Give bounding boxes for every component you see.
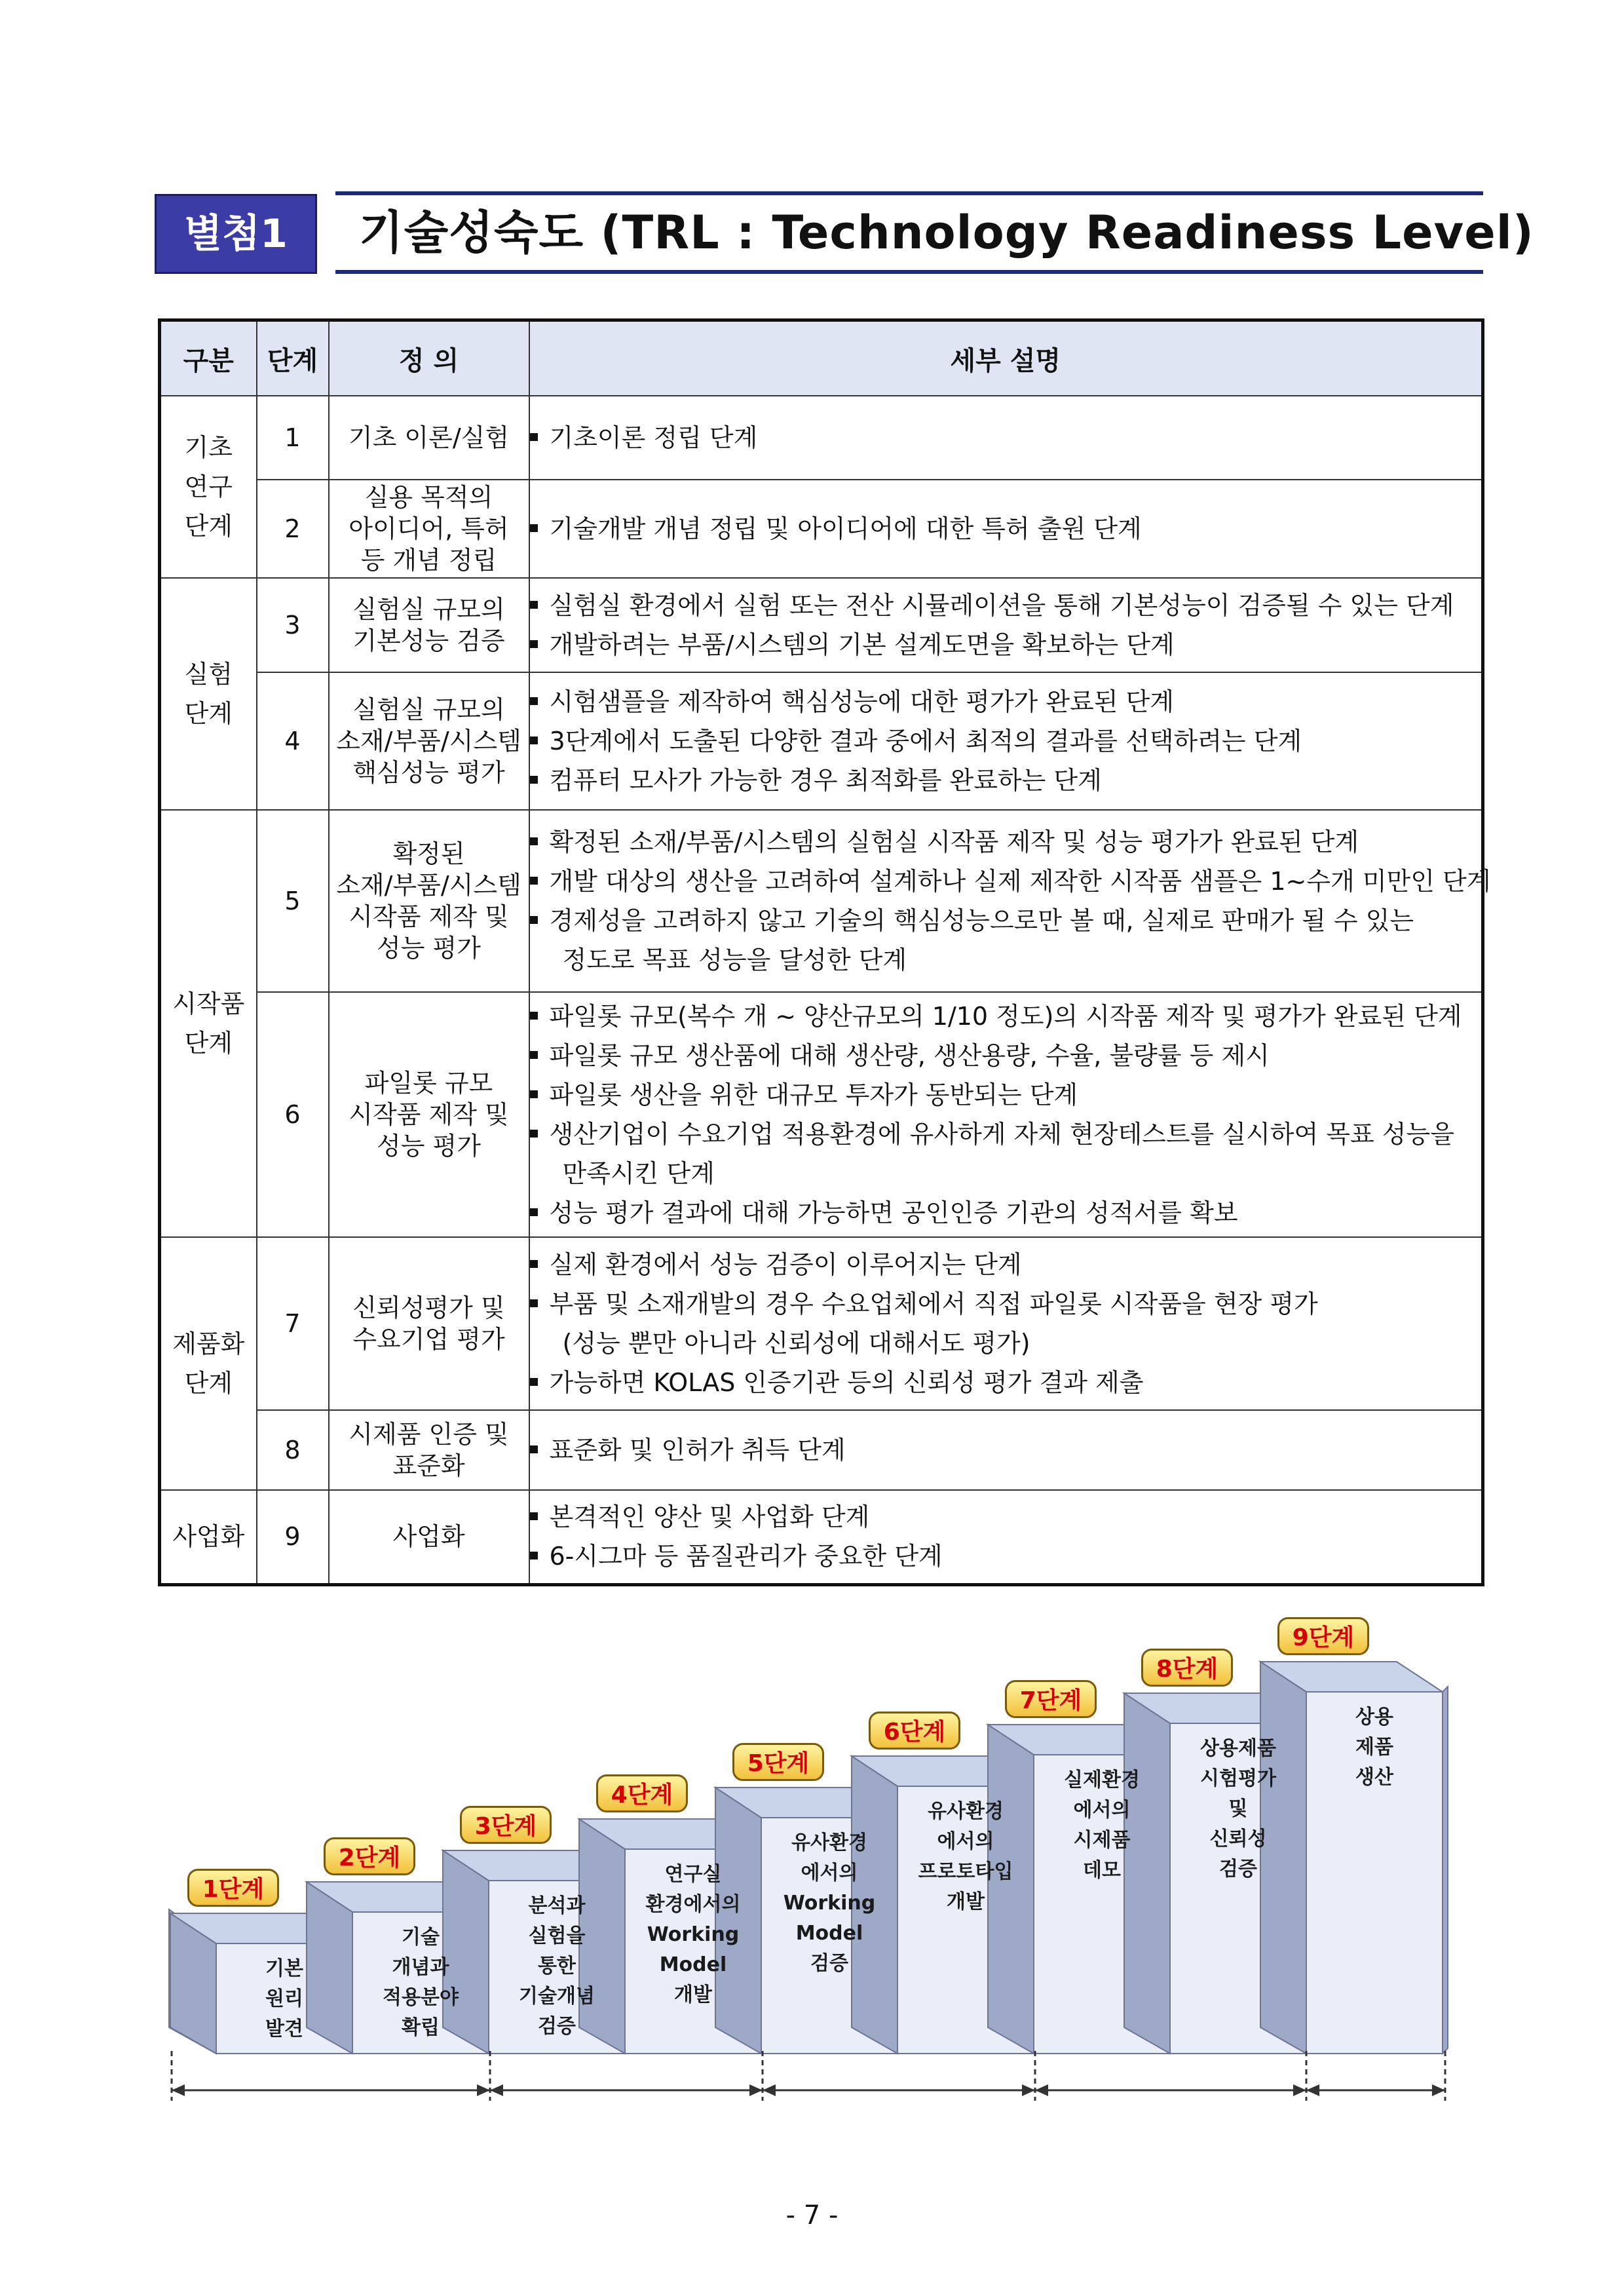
step-description: 상용제품 시험평가 및 신뢰성 검증 bbox=[1200, 1737, 1276, 1881]
detail-text: 정도로 목표 성능을 달성한 단계 bbox=[562, 946, 907, 974]
step-badge: 2단계 bbox=[324, 1837, 415, 1875]
detail-text: 기초이론 정립 단계 bbox=[549, 423, 758, 452]
step-badge: 6단계 bbox=[869, 1712, 960, 1750]
level-cell: 7 bbox=[257, 1237, 329, 1410]
level-cell: 2 bbox=[257, 480, 329, 578]
category-prototype: 시작품 단계 bbox=[160, 810, 257, 1237]
detail-text: 확정된 소재/부품/시스템의 실험실 시작품 제작 및 성능 평가가 완료된 단계 bbox=[549, 828, 1359, 856]
detail-text: 3단계에서 도출된 다양한 결과 중에서 최적의 결과를 선택하려는 단계 bbox=[549, 727, 1302, 756]
definition-cell: 기초 이론/실험 bbox=[329, 396, 529, 480]
header-level: 단계 bbox=[257, 320, 329, 396]
category-experiment: 실험 단계 bbox=[160, 578, 257, 810]
definition-cell: 시제품 인증 및 표준화 bbox=[329, 1410, 529, 1490]
step-badge: 1단계 bbox=[187, 1869, 279, 1907]
step-badge: 9단계 bbox=[1277, 1617, 1369, 1655]
detail-text: 실제 환경에서 성능 검증이 이루어지는 단계 bbox=[549, 1250, 1022, 1279]
step-description: 연구실 환경에서의 Working Model 개발 bbox=[645, 1863, 741, 2006]
step-description: 실제환경 에서의 시제품 데모 bbox=[1064, 1769, 1140, 1882]
step-description: 기술 개념과 적용분야 확립 bbox=[383, 1926, 459, 2039]
detail-text: 만족시킨 단계 bbox=[562, 1159, 715, 1188]
category-commercialization: 사업화 bbox=[160, 1490, 257, 1584]
definition-cell: 신뢰성평가 및 수요기업 평가 bbox=[329, 1237, 529, 1410]
detail-text: 본격적인 양산 및 사업화 단계 bbox=[549, 1502, 870, 1532]
detail-text: 생산기업이 수요기업 적용환경에 유사하게 자체 현장테스트를 실시하여 목표 성능을 bbox=[549, 1120, 1454, 1149]
step-badge: 4단계 bbox=[596, 1774, 688, 1812]
step-badge: 8단계 bbox=[1141, 1649, 1233, 1687]
level-cell: 4 bbox=[257, 672, 329, 810]
detail-text: 파일롯 규모(복수 개 ~ 양산규모의 1/10 정도)의 시작품 제작 및 평가가 완료된 단계 bbox=[549, 1002, 1462, 1031]
header-detail: 세부 설명 bbox=[529, 320, 1483, 396]
dimension-arrow bbox=[749, 2084, 763, 2096]
step-description: 유사환경 에서의 Working Model 검증 bbox=[783, 1831, 876, 1975]
header-category: 구분 bbox=[160, 320, 257, 396]
definition-cell: 실험실 규모의 소재/부품/시스템 핵심성능 평가 bbox=[329, 672, 529, 810]
step-badge: 3단계 bbox=[460, 1806, 552, 1844]
detail-text: 실험실 환경에서 실험 또는 전산 시뮬레이션을 통해 기본성능이 검증될 수 있는 단계 bbox=[549, 591, 1454, 620]
level-cell: 9 bbox=[257, 1490, 329, 1584]
detail-text: 파일롯 규모 생산품에 대해 생산량, 생산용량, 수율, 불량률 등 제시 bbox=[549, 1041, 1270, 1070]
dimension-arrow bbox=[1306, 2084, 1319, 2096]
level-cell: 5 bbox=[257, 810, 329, 992]
step-badge: 7단계 bbox=[1005, 1680, 1097, 1718]
header-definition: 정 의 bbox=[329, 320, 529, 396]
step-description: 기본 원리 발견 bbox=[265, 1957, 303, 2040]
detail-text: 시험샘플을 제작하여 핵심성능에 대한 평가가 완료된 단계 bbox=[549, 687, 1174, 716]
dimension-arrow bbox=[477, 2084, 490, 2096]
detail-text: 개발 대상의 생산을 고려하여 설계하나 실제 제작한 시작품 샘플은 1~수개 미만인 단계 bbox=[549, 867, 1491, 896]
step-badge: 5단계 bbox=[732, 1743, 824, 1781]
page-number: - 7 - bbox=[785, 2200, 839, 2230]
detail-text: (성능 뿐만 아니라 신뢰성에 대해서도 평가) bbox=[562, 1329, 1030, 1358]
dimension-arrow bbox=[490, 2084, 503, 2096]
definition-cell: 확정된 소재/부품/시스템 시작품 제작 및 성능 평가 bbox=[329, 810, 529, 992]
dimension-arrow bbox=[763, 2084, 776, 2096]
detail-text: 표준화 및 인허가 취득 단계 bbox=[549, 1436, 846, 1464]
level-cell: 8 bbox=[257, 1410, 329, 1490]
detail-text: 성능 평가 결과에 대해 가능하면 공인인증 기관의 성적서를 확보 bbox=[549, 1198, 1238, 1227]
detail-text: 경제성을 고려하지 않고 기술의 핵심성능으로만 볼 때, 실제로 판매가 될 수 있는 bbox=[549, 906, 1414, 935]
detail-text: 가능하면 KOLAS 인증기관 등의 신뢰성 평가 결과 제출 bbox=[549, 1368, 1144, 1397]
detail-text: 개발하려는 부품/시스템의 기본 설계도면을 확보하는 단계 bbox=[549, 630, 1175, 659]
level-cell: 1 bbox=[257, 396, 329, 480]
page-title: 기술성숙도 (TRL : Technology Readiness Level) bbox=[359, 206, 1534, 259]
detail-text: 부품 및 소재개발의 경우 수요업체에서 직접 파일롯 시작품을 현장 평가 bbox=[549, 1290, 1318, 1318]
detail-text: 파일롯 생산을 위한 대규모 투자가 동반되는 단계 bbox=[549, 1081, 1078, 1109]
dimension-arrow bbox=[1022, 2084, 1035, 2096]
definition-cell: 사업화 bbox=[329, 1490, 529, 1584]
dimension-arrow bbox=[1432, 2084, 1445, 2096]
detail-text: 기술개발 개념 정립 및 아이디어에 대한 특허 출원 단계 bbox=[549, 514, 1142, 543]
dimension-arrow bbox=[1293, 2084, 1306, 2096]
definition-cell: 실험실 규모의 기본성능 검증 bbox=[329, 578, 529, 672]
level-cell: 6 bbox=[257, 992, 329, 1237]
step-description: 유사환경 에서의 프로토타입 개발 bbox=[918, 1800, 1013, 1913]
category-productization: 제품화 단계 bbox=[160, 1237, 257, 1490]
definition-cell: 파일롯 규모 시작품 제작 및 성능 평가 bbox=[329, 992, 529, 1237]
staircase-right-side bbox=[1443, 1687, 1448, 2054]
appendix-badge: 별첨1 bbox=[155, 194, 317, 274]
detail-text: 6-시그마 등 품질관리가 중요한 단계 bbox=[549, 1542, 943, 1571]
step-description: 분석과 실험을 통한 기술개념 검증 bbox=[519, 1894, 595, 2038]
detail-text: 컴퓨터 모사가 가능한 경우 최적화를 완료하는 단계 bbox=[549, 766, 1102, 795]
level-cell: 3 bbox=[257, 578, 329, 672]
category-basic-research: 기초 연구 단계 bbox=[160, 396, 257, 578]
dimension-arrow bbox=[1035, 2084, 1048, 2096]
dimension-arrow bbox=[172, 2084, 185, 2096]
definition-cell: 실용 목적의 아이디어, 특허 등 개념 정립 bbox=[329, 480, 529, 578]
step-description: 상용 제품 생산 bbox=[1355, 1706, 1393, 1789]
